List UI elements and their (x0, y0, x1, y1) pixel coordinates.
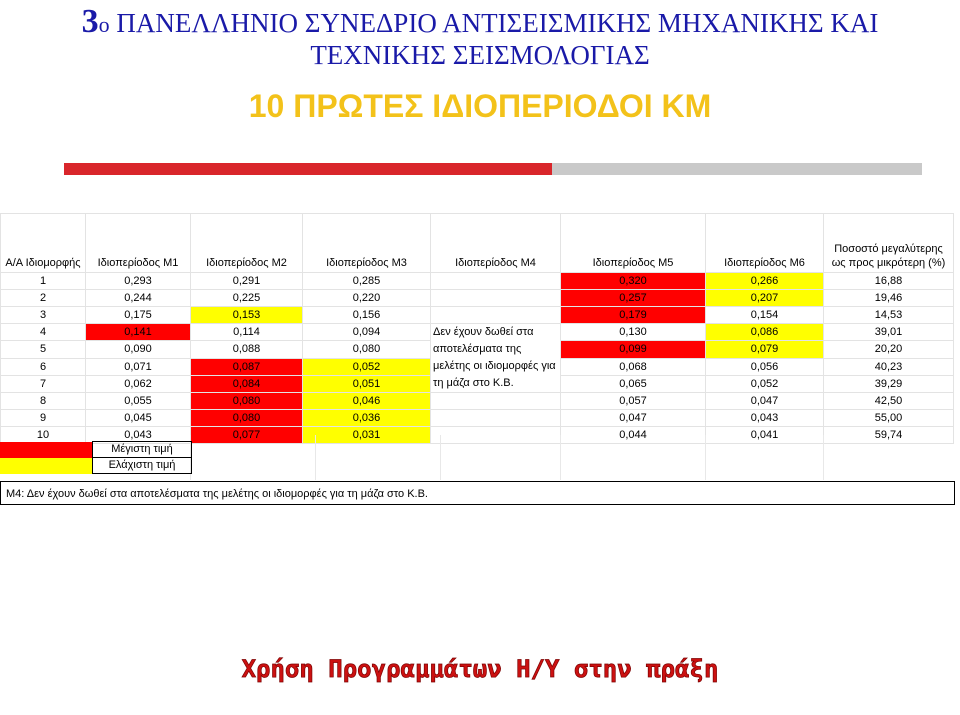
grid-line (315, 435, 316, 480)
cell-pct: 59,74 (824, 427, 954, 444)
cell-n: 8 (1, 393, 86, 410)
title-line-1 (0, 3, 960, 40)
cell-m3: 0,220 (303, 290, 431, 307)
legend-min-swatch (0, 458, 93, 474)
cell-n: 5 (1, 341, 86, 358)
cell-n: 3 (1, 307, 86, 324)
cell-m3: 0,051 (303, 375, 431, 392)
cell-m2: 0,080 (191, 393, 303, 410)
title-line-2: ΤΕΧΝΙΚΗΣ ΣΕΙΣΜΟΛΟΓΙΑΣ (310, 40, 650, 70)
cell-m6: 0,052 (706, 375, 824, 392)
cell-m4 (431, 290, 561, 307)
cell-m2: 0,088 (191, 341, 303, 358)
cell-m1: 0,071 (86, 358, 191, 375)
header-cell: Α/Α Ιδιομορφής (1, 214, 86, 273)
cell-m3: 0,080 (303, 341, 431, 358)
cell-m1: 0,293 (86, 273, 191, 290)
cell-m6: 0,056 (706, 358, 824, 375)
cell-m1: 0,244 (86, 290, 191, 307)
cell-m4 (431, 393, 561, 410)
periods-table (0, 213, 954, 444)
title-ordinal: ο (98, 12, 110, 37)
cell-n: 6 (1, 358, 86, 375)
slide-title (0, 3, 960, 71)
header-cell: Ποσοστό μεγαλύτερης ως προς μικρότερη (%) (824, 214, 954, 273)
cell-pct: 40,23 (824, 358, 954, 375)
decorative-bar-red (64, 163, 552, 175)
cell-m2: 0,153 (191, 307, 303, 324)
cell-m5: 0,047 (561, 410, 706, 427)
header-cell: Ιδιοπερίοδος Μ2 (191, 214, 303, 273)
cell-m4 (431, 307, 561, 324)
m4-footnote: Μ4: Δεν έχουν δωθεί στα αποτελέσματα της μελέτης οι ιδιομορφές για τη μάζα στο Κ.Β. (0, 481, 955, 505)
cell-m4 (431, 273, 561, 290)
cell-m3: 0,031 (303, 427, 431, 444)
slide-subtitle: 10 ΠΡΩΤΕΣ ΙΔΙΟΠΕΡΙΟΔΟΙ ΚΜ (248, 88, 712, 124)
legend-max-label: Μέγιστη τιμή (93, 442, 192, 458)
legend-max-swatch (0, 442, 93, 458)
cell-m3: 0,285 (303, 273, 431, 290)
header-cell: Ιδιοπερίοδος Μ1 (86, 214, 191, 273)
cell-m6: 0,043 (706, 410, 824, 427)
grid-line (823, 435, 824, 480)
cell-m2: 0,084 (191, 375, 303, 392)
cell-n: 4 (1, 324, 86, 341)
cell-m1: 0,062 (86, 375, 191, 392)
cell-n: 2 (1, 290, 86, 307)
cell-m3: 0,046 (303, 393, 431, 410)
cell-m5: 0,320 (561, 273, 706, 290)
slide-footer: Χρήση Προγραμμάτων Η/Υ στην πράξη (241, 655, 719, 683)
cell-m1: 0,043 (86, 427, 191, 444)
cell-m6: 0,079 (706, 341, 824, 358)
cell-m2: 0,225 (191, 290, 303, 307)
table-row (1, 324, 954, 341)
cell-n: 7 (1, 375, 86, 392)
header-cell: Ιδιοπερίοδος Μ4 (431, 214, 561, 273)
cell-pct: 39,29 (824, 375, 954, 392)
cell-m6: 0,207 (706, 290, 824, 307)
cell-m4 (431, 427, 561, 444)
color-legend (0, 441, 192, 474)
table-row (1, 273, 954, 290)
cell-m3: 0,094 (303, 324, 431, 341)
header-cell: Ιδιοπερίοδος Μ6 (706, 214, 824, 273)
cell-m5: 0,044 (561, 427, 706, 444)
cell-m2: 0,114 (191, 324, 303, 341)
cell-m2: 0,080 (191, 410, 303, 427)
cell-m4 (431, 410, 561, 427)
cell-m5: 0,099 (561, 341, 706, 358)
grid-line (705, 435, 706, 480)
table-row (1, 290, 954, 307)
cell-m3: 0,052 (303, 358, 431, 375)
cell-n: 10 (1, 427, 86, 444)
cell-m2: 0,291 (191, 273, 303, 290)
cell-pct: 16,88 (824, 273, 954, 290)
cell-m5: 0,179 (561, 307, 706, 324)
cell-n: 1 (1, 273, 86, 290)
cell-m2: 0,087 (191, 358, 303, 375)
title-number: 3 (81, 3, 99, 40)
cell-m1: 0,055 (86, 393, 191, 410)
cell-m3: 0,036 (303, 410, 431, 427)
cell-m5: 0,065 (561, 375, 706, 392)
legend-min-label: Ελάχιστη τιμή (93, 458, 192, 474)
cell-m5: 0,257 (561, 290, 706, 307)
grid-line (440, 435, 441, 480)
table-row (1, 307, 954, 324)
cell-m6: 0,041 (706, 427, 824, 444)
cell-pct: 20,20 (824, 341, 954, 358)
cell-pct: 14,53 (824, 307, 954, 324)
m4-note-cell: Δεν έχουν δωθεί στα αποτελέσματα της μελέτης οι ιδιομορφές για τη μάζα στο Κ.Β. (431, 324, 561, 393)
cell-m5: 0,130 (561, 324, 706, 341)
cell-n: 9 (1, 410, 86, 427)
header-cell: Ιδιοπερίοδος Μ3 (303, 214, 431, 273)
cell-pct: 19,46 (824, 290, 954, 307)
cell-m1: 0,045 (86, 410, 191, 427)
cell-m5: 0,057 (561, 393, 706, 410)
cell-m6: 0,047 (706, 393, 824, 410)
cell-pct: 55,00 (824, 410, 954, 427)
cell-m6: 0,154 (706, 307, 824, 324)
cell-pct: 39,01 (824, 324, 954, 341)
table-row (1, 393, 954, 410)
grid-line (560, 435, 561, 480)
cell-m5: 0,068 (561, 358, 706, 375)
cell-m6: 0,086 (706, 324, 824, 341)
cell-m2: 0,077 (191, 427, 303, 444)
table-row (1, 410, 954, 427)
cell-m1: 0,090 (86, 341, 191, 358)
cell-m6: 0,266 (706, 273, 824, 290)
header-cell: Ιδιοπερίοδος Μ5 (561, 214, 706, 273)
cell-m1: 0,141 (86, 324, 191, 341)
cell-m3: 0,156 (303, 307, 431, 324)
cell-pct: 42,50 (824, 393, 954, 410)
title-line-1-text: ΠΑΝΕΛΛΗΝΙΟ ΣΥΝΕΔΡΙΟ ΑΝΤΙΣΕΙΣΜΙΚΗΣ ΜΗΧΑΝΙΚΗΣ ΚΑΙ (116, 8, 879, 38)
table-header-row (1, 214, 954, 273)
cell-m1: 0,175 (86, 307, 191, 324)
